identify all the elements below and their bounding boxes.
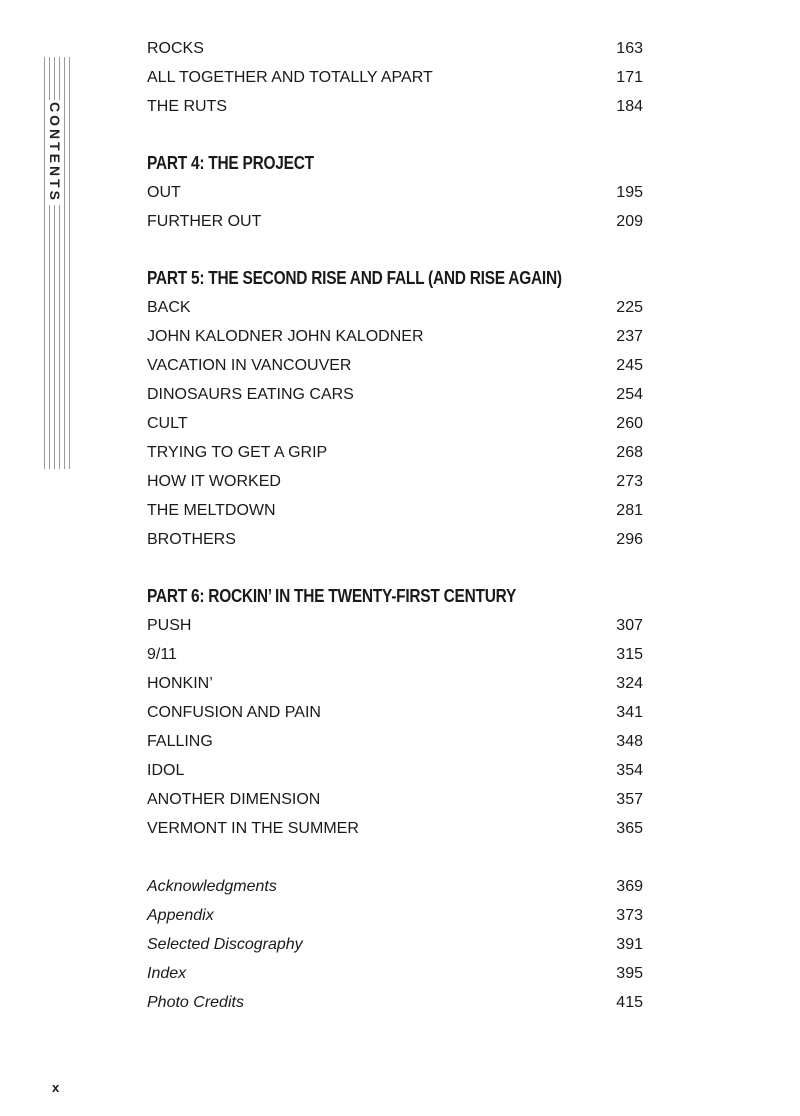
toc-entry-title: CONFUSION AND PAIN bbox=[147, 704, 321, 721]
part-heading: PART 6: ROCKIN’ IN THE TWENTY-FIRST CENTURY bbox=[147, 586, 517, 606]
toc-entry-page: 171 bbox=[616, 69, 643, 86]
toc-entry bbox=[147, 322, 643, 351]
part-heading: PART 4: THE PROJECT bbox=[147, 153, 314, 173]
toc-entry bbox=[147, 380, 643, 409]
toc-entry bbox=[147, 438, 643, 467]
toc-entry-page: 354 bbox=[616, 762, 643, 779]
toc-entry-title: IDOL bbox=[147, 762, 185, 779]
toc-entry-title: DINOSAURS EATING CARS bbox=[147, 386, 354, 403]
contents-side-label: CONTENTS bbox=[47, 102, 63, 203]
toc-entry-page: 369 bbox=[616, 878, 643, 895]
toc-entry-title: THE MELTDOWN bbox=[147, 502, 276, 519]
toc-entry-title: BACK bbox=[147, 299, 191, 316]
page-number: x bbox=[52, 1080, 60, 1095]
toc-entry bbox=[147, 814, 643, 843]
toc-entry-title: FALLING bbox=[147, 733, 213, 750]
toc-entry bbox=[147, 640, 643, 669]
toc-entry bbox=[147, 959, 643, 988]
toc-entry-title: TRYING TO GET A GRIP bbox=[147, 444, 328, 461]
toc-entry-title: VACATION IN VANCOUVER bbox=[147, 357, 352, 374]
toc-entry-title: THE RUTS bbox=[147, 98, 227, 115]
toc-entry bbox=[147, 669, 643, 698]
toc-entry-page: 395 bbox=[616, 965, 643, 982]
toc-entry-page: 391 bbox=[616, 936, 643, 953]
toc-entry-title: Selected Discography bbox=[147, 936, 303, 953]
toc-entry-title: JOHN KALODNER JOHN KALODNER bbox=[147, 328, 424, 345]
toc-entry-title: PUSH bbox=[147, 617, 192, 634]
toc-entry-page: 307 bbox=[616, 617, 643, 634]
toc-entry-title: OUT bbox=[147, 184, 181, 201]
toc-entry bbox=[147, 178, 643, 207]
toc-entry-title: 9/11 bbox=[147, 646, 177, 663]
toc-entry-page: 163 bbox=[616, 40, 643, 57]
back-matter-list bbox=[147, 872, 643, 1017]
toc-entry-page: 357 bbox=[616, 791, 643, 808]
part-heading: PART 5: THE SECOND RISE AND FALL (AND RISE AGAIN) bbox=[147, 268, 562, 288]
toc-entry-title: Photo Credits bbox=[147, 994, 244, 1011]
toc-entry-page: 273 bbox=[616, 473, 643, 490]
toc-entry bbox=[147, 525, 643, 554]
toc-entry bbox=[147, 611, 643, 640]
toc-entry-page: 296 bbox=[616, 531, 643, 548]
toc-entry-page: 415 bbox=[616, 994, 643, 1011]
toc-entry bbox=[147, 34, 643, 63]
toc-entry bbox=[147, 756, 643, 785]
toc-entry bbox=[147, 496, 643, 525]
toc-entry-page: 315 bbox=[616, 646, 643, 663]
toc-entry-title: CULT bbox=[147, 415, 188, 432]
toc-entry-page: 365 bbox=[616, 820, 643, 837]
toc-entry bbox=[147, 467, 643, 496]
toc-entry bbox=[147, 293, 643, 322]
toc-entry bbox=[147, 727, 643, 756]
toc-entry bbox=[147, 785, 643, 814]
toc-entry bbox=[147, 63, 643, 92]
toc-entry-page: 260 bbox=[616, 415, 643, 432]
toc-entry bbox=[147, 92, 643, 121]
toc-entry-title: Acknowledgments bbox=[147, 878, 277, 895]
toc-entry bbox=[147, 988, 643, 1017]
toc-entry bbox=[147, 698, 643, 727]
toc-entry-page: 324 bbox=[616, 675, 643, 692]
toc-entry bbox=[147, 901, 643, 930]
toc-entry-page: 195 bbox=[616, 184, 643, 201]
toc-entry-page: 184 bbox=[616, 98, 643, 115]
table-of-contents bbox=[147, 34, 643, 1017]
toc-entry-page: 245 bbox=[616, 357, 643, 374]
toc-entry-page: 341 bbox=[616, 704, 643, 721]
toc-entry bbox=[147, 351, 643, 380]
toc-entry-title: ROCKS bbox=[147, 40, 204, 57]
toc-entry-page: 281 bbox=[616, 502, 643, 519]
toc-entry-title: HOW IT WORKED bbox=[147, 473, 281, 490]
toc-entry-title: VERMONT IN THE SUMMER bbox=[147, 820, 359, 837]
toc-entry bbox=[147, 872, 643, 901]
toc-entry-title: ANOTHER DIMENSION bbox=[147, 791, 321, 808]
toc-entry-page: 209 bbox=[616, 213, 643, 230]
toc-entry-title: FURTHER OUT bbox=[147, 213, 262, 230]
toc-entry bbox=[147, 207, 643, 236]
toc-entry-title: Index bbox=[147, 965, 187, 982]
toc-entry bbox=[147, 409, 643, 438]
toc-entry-title: HONKIN’ bbox=[147, 675, 213, 692]
toc-entry-page: 348 bbox=[616, 733, 643, 750]
toc-entry-page: 254 bbox=[616, 386, 643, 403]
toc-entry-title: ALL TOGETHER AND TOTALLY APART bbox=[147, 69, 433, 86]
toc-entry bbox=[147, 930, 643, 959]
toc-entry-page: 268 bbox=[616, 444, 643, 461]
toc-entry-page: 237 bbox=[616, 328, 643, 345]
toc-entry-page: 225 bbox=[616, 299, 643, 316]
toc-entry-page: 373 bbox=[616, 907, 643, 924]
toc-entry-title: BROTHERS bbox=[147, 531, 236, 548]
toc-entry-title: Appendix bbox=[147, 907, 214, 924]
